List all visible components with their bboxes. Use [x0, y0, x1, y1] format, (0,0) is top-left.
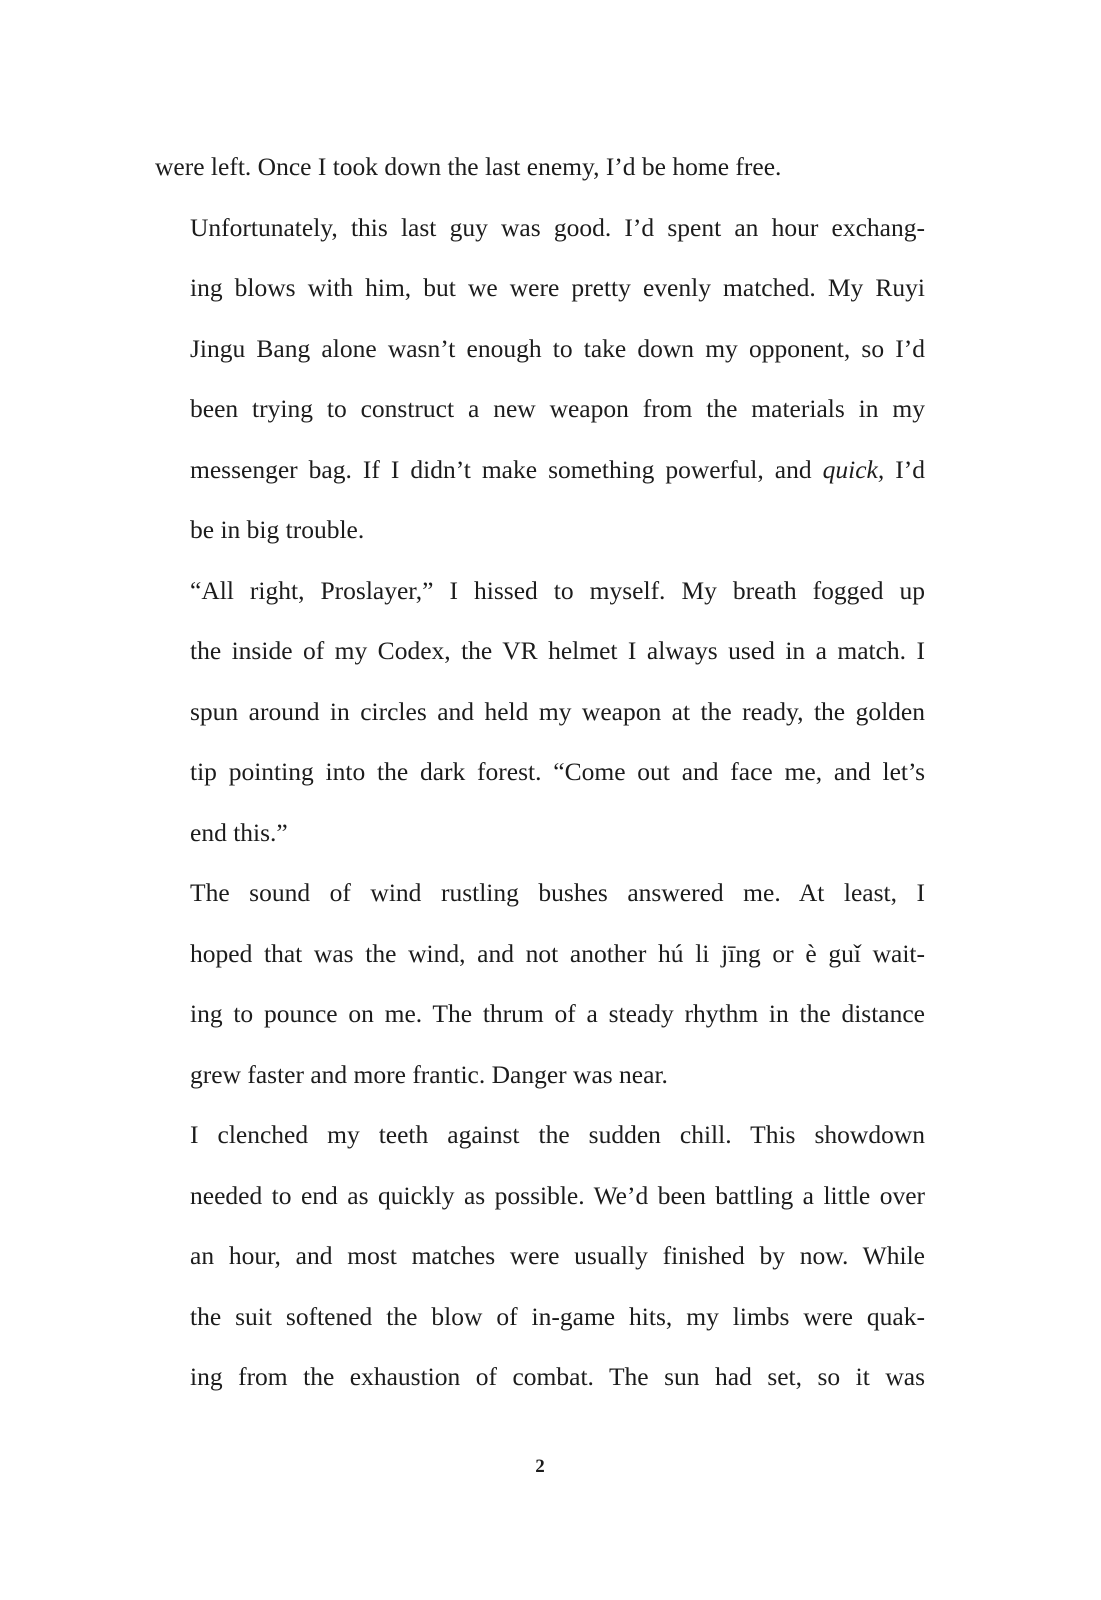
- emphasis: quick,: [822, 454, 885, 484]
- text-line: ing to pounce on me. The thrum of a steady rhythm in the distance: [190, 999, 925, 1028]
- paragraph: [155, 198, 925, 561]
- text-line: end this.”: [190, 817, 288, 847]
- paragraph: [155, 1105, 925, 1408]
- text-line: Unfortunately, this last guy was good. I’d spent an hour exchang-: [190, 212, 925, 242]
- text-line: I clenched my teeth against the sudden chill. This showdown: [190, 1120, 925, 1149]
- text-line: The sound of wind rustling bushes answered me. At least, I: [190, 878, 925, 907]
- paragraph: [155, 561, 925, 864]
- page-number: 2: [535, 1456, 545, 1477]
- paragraph: [155, 863, 925, 1105]
- text-line: be in big trouble.: [190, 515, 365, 544]
- text-line: the suit softened the blow of in-game hits, my limbs were quak-: [190, 1301, 925, 1331]
- text-line: hoped that was the wind, and not another hú li jīng or è guǐ wait-: [190, 938, 925, 968]
- text-line: the inside of my Codex, the VR helmet I always used in a match. I: [190, 636, 925, 665]
- paragraph: [155, 137, 925, 198]
- text-line: needed to end as quickly as possible. We’d been battling a little over: [190, 1180, 925, 1210]
- text-line: ing from the exhaustion of combat. The sun had set, so it was: [190, 1362, 925, 1391]
- text-line: tip pointing into the dark forest. “Come out and face me, and let’s: [190, 757, 925, 786]
- text-line: Jingu Bang alone wasn’t enough to take down my opponent, so I’d: [190, 333, 925, 363]
- text-line: spun around in circles and held my weapon at the ready, the golden: [190, 696, 925, 726]
- text-line: messenger bag. If I didn’t make something powerful, and quick, I’d: [190, 454, 926, 484]
- text-line: “All right, Proslayer,” I hissed to myself. My breath fogged up: [190, 575, 925, 605]
- text-line: grew faster and more frantic. Danger was near.: [190, 1059, 668, 1089]
- text-line: an hour, and most matches were usually finished by now. While: [190, 1241, 925, 1270]
- page-body: [155, 137, 925, 1408]
- text-line: ing blows with him, but we were pretty evenly matched. My Ruyi: [190, 273, 925, 302]
- text-line: been trying to construct a new weapon from the materials in my: [190, 394, 925, 423]
- text-line: were left. Once I took down the last enemy, I’d be home free.: [155, 152, 782, 181]
